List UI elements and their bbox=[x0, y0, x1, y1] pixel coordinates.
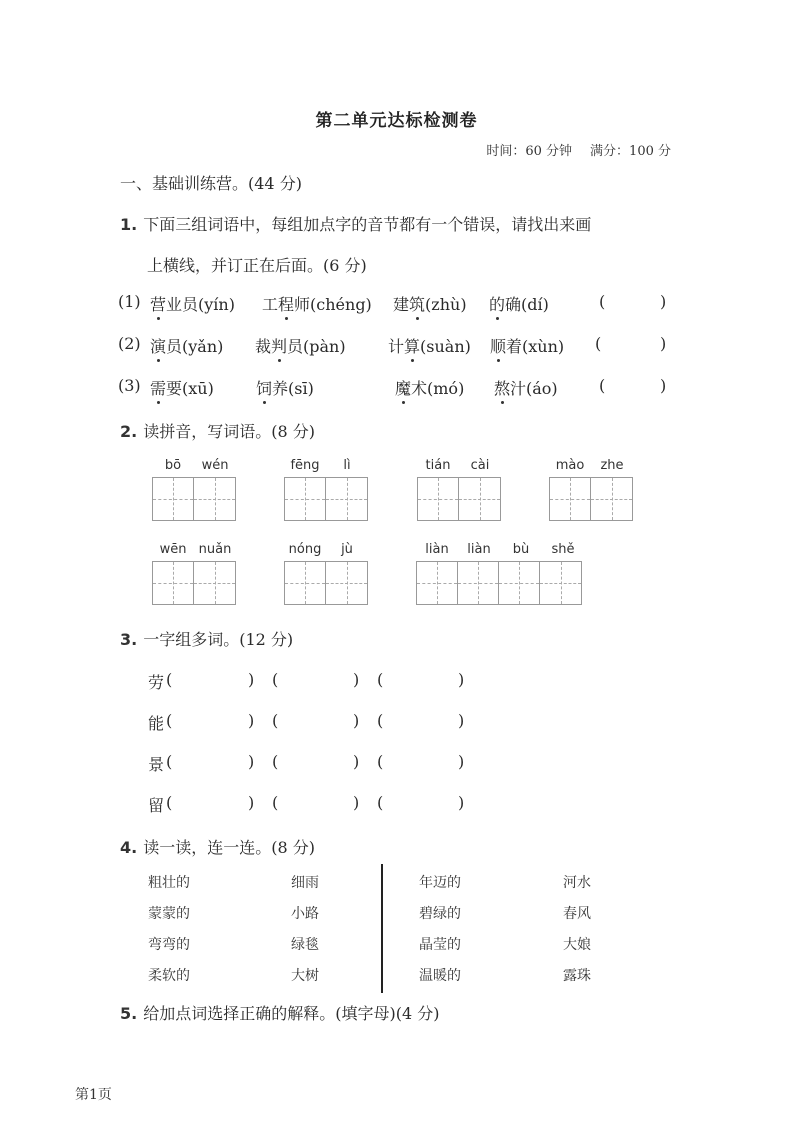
match-noun[interactable]: 露珠 bbox=[563, 968, 591, 984]
paren-close: ) bbox=[248, 752, 255, 771]
pinyin-label: tián bbox=[425, 458, 451, 473]
answer-blank[interactable] bbox=[610, 292, 660, 312]
pinyin-label: fēng bbox=[290, 458, 320, 473]
dotted-char: 熬 bbox=[494, 376, 510, 399]
grid-cell[interactable] bbox=[550, 478, 591, 520]
row-label: (3) bbox=[118, 376, 141, 395]
paren-open: ( bbox=[166, 793, 173, 812]
writing-grid[interactable] bbox=[284, 561, 368, 605]
match-noun[interactable]: 细雨 bbox=[291, 875, 319, 891]
exam-meta bbox=[486, 140, 671, 159]
paren-open: ( bbox=[377, 752, 384, 771]
question-number: 2. bbox=[120, 422, 138, 441]
question-2 bbox=[120, 419, 315, 442]
grid-cell[interactable] bbox=[499, 562, 540, 604]
exam-time: 时间：60 分钟 bbox=[486, 144, 573, 159]
word-blank[interactable] bbox=[280, 793, 351, 813]
question-text: 一字组多词。(12 分) bbox=[143, 630, 294, 649]
dotted-char: 营 bbox=[150, 292, 166, 315]
dotted-char: 饲 bbox=[256, 376, 272, 399]
question-number: 5. bbox=[120, 1004, 138, 1023]
page-title: 第二单元达标检测卷 bbox=[315, 111, 478, 131]
word-part: 员(pàn) bbox=[287, 337, 346, 356]
word-part: 术(mó) bbox=[411, 379, 465, 398]
paren-close: ) bbox=[353, 793, 360, 812]
answer-paren-open: ( bbox=[599, 292, 606, 311]
question-3 bbox=[120, 627, 293, 650]
section-heading: 一、基础训练营。(44 分) bbox=[120, 174, 302, 193]
word-part: 业员(yín) bbox=[166, 295, 235, 314]
question-text: 给加点词选择正确的解释。(填字母)(4 分) bbox=[143, 1004, 440, 1023]
paren-open: ( bbox=[272, 752, 279, 771]
match-adjective[interactable]: 碧绿的 bbox=[419, 906, 461, 922]
answer-paren-close: ) bbox=[660, 292, 667, 311]
column-divider bbox=[381, 864, 383, 993]
base-character: 劳 bbox=[148, 673, 165, 692]
pinyin-label: nuǎn bbox=[198, 542, 232, 557]
pinyin-label: liàn bbox=[467, 542, 491, 557]
grid-cell[interactable] bbox=[326, 562, 367, 604]
dotted-char: 演 bbox=[150, 334, 166, 357]
writing-grid[interactable] bbox=[152, 561, 236, 605]
grid-cell[interactable] bbox=[326, 478, 367, 520]
pinyin-label: bù bbox=[512, 542, 530, 557]
match-noun[interactable]: 春风 bbox=[563, 906, 591, 922]
word-blank[interactable] bbox=[174, 670, 246, 690]
dotted-char: 筑 bbox=[409, 292, 425, 315]
pinyin-label: lì bbox=[343, 458, 351, 473]
paren-close: ) bbox=[458, 711, 465, 730]
pinyin-label: wén bbox=[201, 458, 229, 473]
pinyin-word bbox=[494, 376, 558, 399]
word-part: 计 bbox=[388, 337, 405, 356]
match-noun[interactable]: 大娘 bbox=[563, 937, 591, 953]
grid-cell[interactable] bbox=[459, 478, 500, 520]
word-part: (suàn) bbox=[420, 337, 471, 356]
question-4 bbox=[120, 835, 315, 858]
match-adjective[interactable]: 晶莹的 bbox=[419, 937, 461, 953]
word-blank[interactable] bbox=[385, 670, 456, 690]
writing-grid[interactable] bbox=[549, 477, 633, 521]
word-blank[interactable] bbox=[174, 752, 246, 772]
pinyin-word bbox=[150, 334, 223, 357]
question-number: 1. bbox=[120, 215, 138, 234]
pinyin-label: nóng bbox=[288, 542, 322, 557]
question-1-continued: 上横线，并订正在后面。(6 分) bbox=[147, 256, 367, 275]
question-5 bbox=[120, 1001, 439, 1024]
pinyin-word bbox=[150, 292, 235, 315]
word-blank[interactable] bbox=[174, 793, 246, 813]
pinyin-word bbox=[490, 334, 564, 357]
word-blank[interactable] bbox=[385, 752, 456, 772]
row-label: (1) bbox=[118, 292, 141, 311]
writing-grid[interactable] bbox=[417, 477, 501, 521]
question-text: 读一读，连一连。(8 分) bbox=[143, 838, 315, 857]
word-part: (zhù) bbox=[425, 295, 467, 314]
word-part: 建 bbox=[393, 295, 410, 314]
word-part: 着(xùn) bbox=[506, 337, 565, 356]
grid-cell[interactable] bbox=[540, 562, 581, 604]
question-number: 3. bbox=[120, 630, 138, 649]
paren-close: ) bbox=[248, 670, 255, 689]
paren-open: ( bbox=[272, 793, 279, 812]
paren-open: ( bbox=[166, 752, 173, 771]
question-text: 读拼音，写词语。(8 分) bbox=[143, 422, 315, 441]
pinyin-word bbox=[150, 376, 214, 399]
match-noun[interactable]: 小路 bbox=[291, 906, 319, 922]
base-character: 能 bbox=[148, 714, 165, 733]
writing-grid[interactable] bbox=[152, 477, 236, 521]
pinyin-label: liàn bbox=[425, 542, 449, 557]
dotted-char: 程 bbox=[278, 292, 294, 315]
dotted-char: 判 bbox=[271, 334, 287, 357]
pinyin-label: zhe bbox=[600, 458, 624, 473]
word-part: 员(yǎn) bbox=[166, 337, 224, 356]
paren-close: ) bbox=[248, 793, 255, 812]
pinyin-word bbox=[395, 376, 464, 399]
dotted-char: 算 bbox=[404, 334, 420, 357]
exam-score: 满分：100 分 bbox=[590, 144, 671, 159]
grid-cell[interactable] bbox=[194, 478, 235, 520]
writing-grid[interactable] bbox=[416, 561, 582, 605]
paren-open: ( bbox=[377, 793, 384, 812]
word-blank[interactable] bbox=[280, 752, 351, 772]
word-part: 工 bbox=[262, 295, 279, 314]
paren-open: ( bbox=[377, 711, 384, 730]
answer-blank[interactable] bbox=[610, 376, 660, 396]
row-label: (2) bbox=[118, 334, 141, 353]
match-adjective[interactable]: 蒙蒙的 bbox=[148, 906, 190, 922]
question-1 bbox=[120, 212, 591, 235]
base-character: 留 bbox=[148, 796, 165, 815]
match-adjective[interactable]: 粗壮的 bbox=[148, 875, 190, 891]
pinyin-label: mào bbox=[555, 458, 585, 473]
pinyin-label: cài bbox=[470, 458, 490, 473]
pinyin-word bbox=[255, 334, 346, 357]
word-part: 要(xū) bbox=[166, 379, 214, 398]
pinyin-label: bō bbox=[164, 458, 182, 473]
match-noun[interactable]: 河水 bbox=[563, 875, 591, 891]
grid-cell[interactable] bbox=[591, 478, 632, 520]
grid-cell[interactable] bbox=[458, 562, 499, 604]
dotted-char: 需 bbox=[150, 376, 166, 399]
word-blank[interactable] bbox=[385, 793, 456, 813]
dotted-char: 的 bbox=[489, 292, 505, 315]
paren-open: ( bbox=[377, 670, 384, 689]
grid-cell[interactable] bbox=[153, 478, 194, 520]
paren-close: ) bbox=[353, 711, 360, 730]
match-adjective[interactable]: 年迈的 bbox=[419, 875, 461, 891]
word-blank[interactable] bbox=[174, 711, 246, 731]
pinyin-word bbox=[393, 292, 467, 315]
match-adjective[interactable]: 温暖的 bbox=[419, 968, 461, 984]
answer-paren-open: ( bbox=[595, 334, 602, 353]
match-noun[interactable]: 大树 bbox=[291, 968, 319, 984]
answer-paren-close: ) bbox=[660, 376, 667, 395]
paren-close: ) bbox=[458, 752, 465, 771]
grid-cell[interactable] bbox=[194, 562, 235, 604]
word-part: 确(dí) bbox=[505, 295, 549, 314]
grid-cell[interactable] bbox=[153, 562, 194, 604]
grid-cell[interactable] bbox=[417, 562, 458, 604]
paren-close: ) bbox=[248, 711, 255, 730]
match-adjective[interactable]: 柔软的 bbox=[148, 968, 190, 984]
question-text: 下面三组词语中，每组加点字的音节都有一个错误，请找出来画 bbox=[143, 215, 592, 234]
match-adjective[interactable]: 弯弯的 bbox=[148, 937, 190, 953]
paren-close: ) bbox=[458, 793, 465, 812]
word-part: 师(chéng) bbox=[294, 295, 372, 314]
paren-open: ( bbox=[166, 670, 173, 689]
answer-blank[interactable] bbox=[610, 334, 660, 354]
word-blank[interactable] bbox=[280, 711, 351, 731]
grid-cell[interactable] bbox=[418, 478, 459, 520]
base-character: 景 bbox=[148, 755, 165, 774]
pinyin-label: wēn bbox=[159, 542, 187, 557]
paren-open: ( bbox=[272, 670, 279, 689]
writing-grid[interactable] bbox=[284, 477, 368, 521]
grid-cell[interactable] bbox=[285, 478, 326, 520]
word-blank[interactable] bbox=[280, 670, 351, 690]
word-part: 养(sī) bbox=[272, 379, 314, 398]
answer-paren-close: ) bbox=[660, 334, 667, 353]
paren-close: ) bbox=[353, 752, 360, 771]
pinyin-word bbox=[489, 292, 549, 315]
pinyin-word bbox=[262, 292, 372, 315]
page-number: 第1页 bbox=[75, 1087, 112, 1103]
paren-close: ) bbox=[458, 670, 465, 689]
dotted-char: 顺 bbox=[490, 334, 506, 357]
word-part: 汁(áo) bbox=[510, 379, 558, 398]
dotted-char: 魔 bbox=[395, 376, 411, 399]
grid-cell[interactable] bbox=[285, 562, 326, 604]
pinyin-label: jù bbox=[341, 542, 353, 557]
paren-open: ( bbox=[272, 711, 279, 730]
paren-close: ) bbox=[353, 670, 360, 689]
pinyin-word bbox=[388, 334, 471, 357]
question-number: 4. bbox=[120, 838, 138, 857]
match-noun[interactable]: 绿毯 bbox=[291, 937, 319, 953]
word-blank[interactable] bbox=[385, 711, 456, 731]
pinyin-word bbox=[256, 376, 314, 399]
pinyin-label: shě bbox=[551, 542, 575, 557]
word-part: 裁 bbox=[255, 337, 272, 356]
paren-open: ( bbox=[166, 711, 173, 730]
answer-paren-open: ( bbox=[599, 376, 606, 395]
